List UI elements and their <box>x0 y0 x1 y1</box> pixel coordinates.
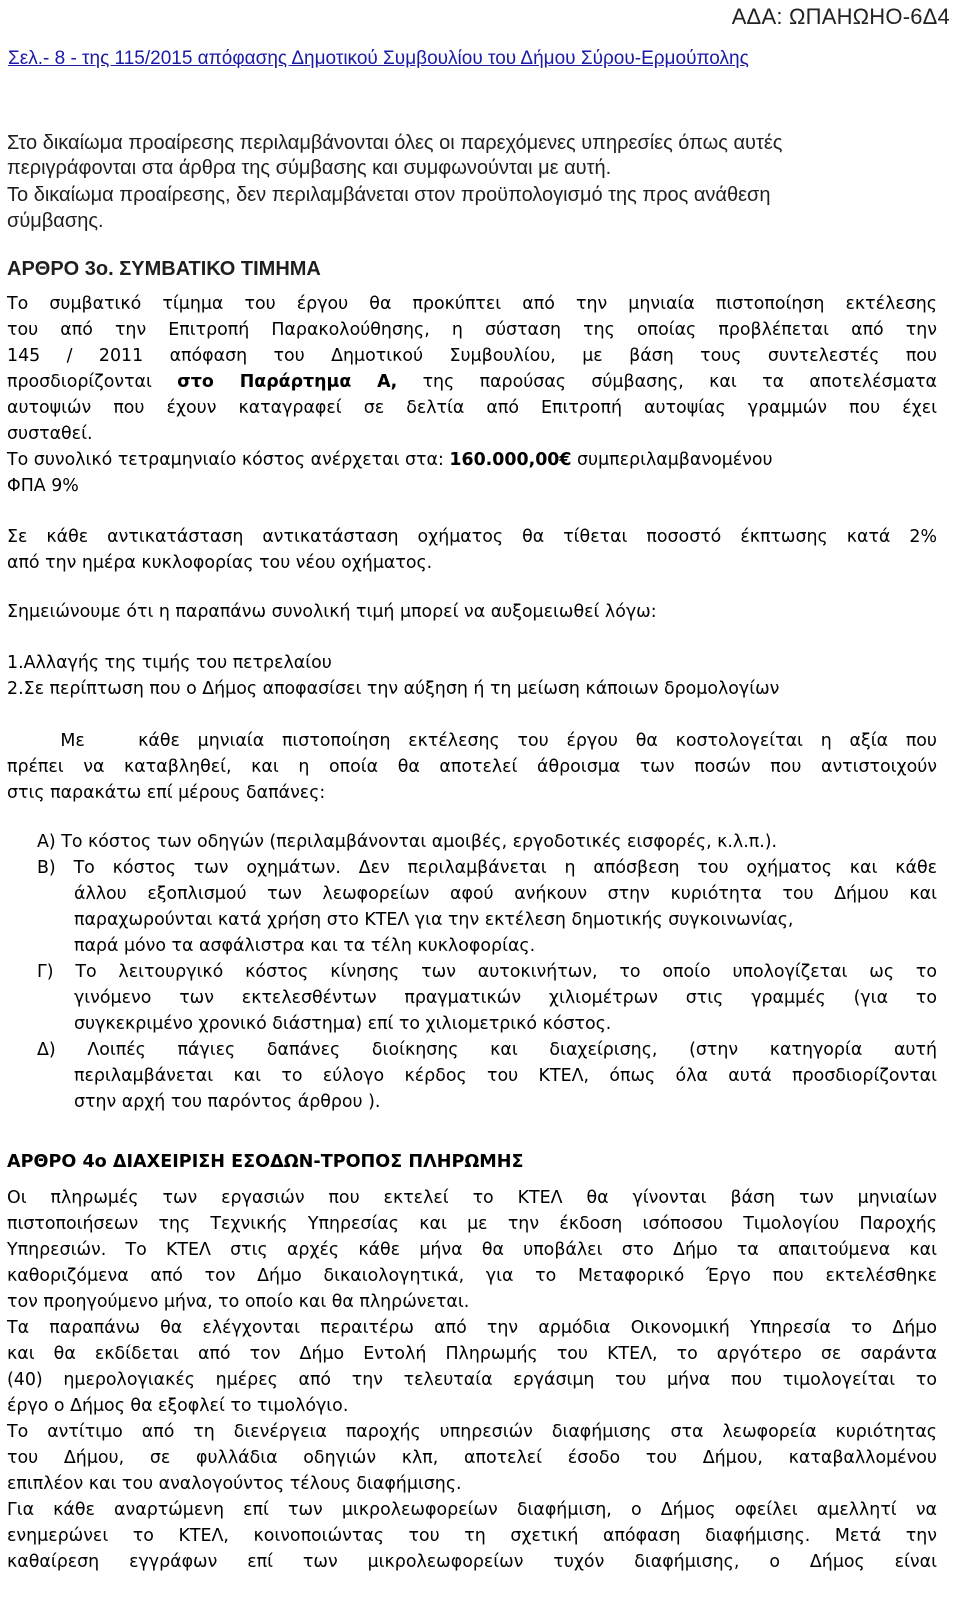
list-item: 1.Αλλαγής της τιμής του πετρελαίου <box>7 653 332 673</box>
cost-item-a: Α) Το κόστος των οδηγών (περιλαμβάνονται αμοιβές, εργοδοτικές εισφορές, κ.λ.π.). <box>37 832 778 852</box>
article4-line: καθαίρεση εγγράφων επί των μικρολεωφορείων τυχόν διαφήμισης, ο Δήμος είναι <box>7 1552 937 1572</box>
article4-line: πιστοποιήσεων της Τεχνικής Υπηρεσίας και με την έκδοση ισόποσου Τιμολογίου Παροχής <box>7 1214 937 1234</box>
article4-line: Τα παραπάνω θα ελέγχονται περαιτέρω από την αρμόδια Οικονομική Υπηρεσία το Δήμο <box>7 1318 937 1338</box>
article3-p4-line: Με κάθε μηνιαία πιστοποίηση εκτέλεσης του έργου θα κοστολογείται η αξία που <box>7 731 937 751</box>
article3-p1-line: 145 / 2011 απόφαση του Δημοτικού Συμβουλίου, με βάση τους συντελεστές που <box>7 346 937 366</box>
article4-line: ενημερώνει το ΚΤΕΛ, κοινοποιώντας του τη σχετική απόφαση διαφήμισης. Μετά την <box>7 1526 937 1546</box>
cost-item-d: στην αρχή του παρόντος άρθρου ). <box>74 1092 381 1112</box>
article3-p1-line: ΦΠΑ 9% <box>7 476 79 496</box>
cost-item-d: περιλαμβάνεται και το εύλογο κέρδος του ΚΤΕΛ, όπως όλα αυτά προσδιορίζονται <box>74 1066 937 1086</box>
article3-p1-line: αυτοψιών που έχουν καταγραφεί σε δελτία από Επιτροπή αυτοψίας γραμμών που έχει <box>7 398 937 418</box>
ada-code: ΑΔΑ: ΩΠΑΗΩΗΟ-6Δ4 <box>731 4 950 29</box>
total-cost-amount: 160.000,00€ <box>449 450 572 470</box>
article4-line: καθοριζόμενα από τον Δήμο δικαιολογητικά, για το Μεταφορικό Έργο που εκτελέσθηκε <box>7 1266 937 1286</box>
article3-p1-line: Το συμβατικό τίμημα του έργου θα προκύπτει από την μηνιαία πιστοποίηση εκτέλεσης <box>7 294 937 314</box>
cost-item-b: άλλου εξοπλισμού των λεωφορείων αφού ανήκουν στην κυριότητα του Δήμου και <box>74 884 937 904</box>
cost-item-d: Δ) Λοιπές πάγιες δαπάνες διοίκησης και διαχείρισης, (στην κατηγορία αυτή <box>37 1040 937 1060</box>
intro-line: σύμβασης. <box>7 210 104 232</box>
total-cost-line: Το συνολικό τετραμηνιαίο κόστος ανέρχεται στα: 160.000,00€ συμπεριλαμβανομένου <box>7 450 773 470</box>
article3-p1-line: του από την Επιτροπή Παρακολούθησης, η σύσταση της οποίας προβλέπεται από την <box>7 320 937 340</box>
article4-line: (40) ημερολογιακές ημέρες από την τελευταία εργάσιμη του μήνα που τιμολογείται το <box>7 1370 937 1390</box>
annex-reference: στο Παράρτημα Α, <box>177 372 398 392</box>
article3-p3: Σημειώνουμε ότι η παραπάνω συνολική τιμή μπορεί να αυξομειωθεί λόγω: <box>7 602 657 622</box>
intro-line: Στο δικαίωμα προαίρεσης περιλαμβάνονται όλες οι παρεχόμενες υπηρεσίες όπως αυτές <box>7 132 783 154</box>
cost-item-b: παραχωρούνται κατά χρήση στο ΚΤΕΛ για την εκτέλεση δημοτικής συγκοινωνίας, <box>74 910 794 930</box>
page-header-link[interactable]: Σελ.- 8 - της 115/2015 απόφασης Δημοτικού Συμβουλίου του Δήμου Σύρου-Ερμούπολης <box>8 48 749 69</box>
cost-item-b: παρά μόνο τα ασφάλιστρα και τα τέλη κυκλοφορίας. <box>74 936 536 956</box>
article4-line: του Δήμου, σε φυλλάδια οδηγιών κλπ, αποτελεί έσοδο του Δήμου, καταβαλλομένου <box>7 1448 937 1468</box>
article3-title: ΑΡΘΡΟ 3ο. ΣΥΜΒΑΤΙΚΟ ΤΙΜΗΜΑ <box>7 258 321 280</box>
list-item: 2.Σε περίπτωση που ο Δήμος αποφασίσει την αύξηση ή τη μείωση κάποιων δρομολογίων <box>7 679 780 699</box>
article4-line: Οι πληρωμές των εργασιών που εκτελεί το ΚΤΕΛ θα γίνονται βάση των μηνιαίων <box>7 1188 937 1208</box>
article3-p1-line: προσδιορίζονται στο Παράρτημα Α, της παρούσας σύμβασης, και τα αποτελέσματα <box>7 372 938 392</box>
article3-p4-line: πρέπει να καταβληθεί, και η οποία θα αποτελεί άθροισμα των ποσών που αντιστοιχούν <box>7 757 937 777</box>
article3-p4-line: στις παρακάτω επί μέρους δαπάνες: <box>7 783 326 803</box>
article4-line: τον προηγούμενο μήνα, το οποίο και θα πληρώνεται. <box>7 1292 470 1312</box>
article3-p2-line: από την ημέρα κυκλοφορίας του νέου οχήματος. <box>7 553 433 573</box>
article4-title: ΑΡΘΡΟ 4ο ΔΙΑΧΕΙΡΙΣΗ ΕΣΟΔΩΝ-ΤΡΟΠΟΣ ΠΛΗΡΩΜΗΣ <box>7 1152 524 1172</box>
article3-p2-line: Σε κάθε αντικατάσταση αντικατάσταση οχήματος θα τίθεται ποσοστό έκπτωσης κατά 2% <box>7 527 937 547</box>
cost-item-b: Β) Το κόστος των οχημάτων. Δεν περιλαμβάνεται η απόσβεση του οχήματος και κάθε <box>37 858 937 878</box>
cost-item-c: συγκεκριμένο χρονικό διάστημα) επί το χιλιομετρικό κόστος. <box>74 1014 612 1034</box>
article4-line: Το αντίτιμο από τη διενέργεια παροχής υπηρεσιών διαφήμισης στα λεωφορεία κυριότητας <box>7 1422 937 1442</box>
article4-line: επιπλέον και του αναλογούντος τέλους διαφήμισης. <box>7 1474 462 1494</box>
cost-item-c: Γ) Το λειτουργικό κόστος κίνησης των αυτοκινήτων, το οποίο υπολογίζεται ως το <box>37 962 937 982</box>
article4-line: Υπηρεσιών. Το ΚΤΕΛ στις αρχές κάθε μήνα θα υποβάλει στο Δήμο τα απαιτούμενα και <box>7 1240 937 1260</box>
cost-item-c: γινόμενο των εκτελεσθέντων πραγματικών χιλιομέτρων στις γραμμές (για το <box>74 988 937 1008</box>
intro-line: Το δικαίωμα προαίρεσης, δεν περιλαμβάνεται στον προϋπολογισμό της προς ανάθεση <box>7 184 771 206</box>
article3-p1-line: συσταθεί. <box>7 424 93 444</box>
article4-line: και θα εκδίδεται από τον Δήμο Εντολή Πληρωμής του ΚΤΕΛ, το αργότερο σε σαράντα <box>7 1344 937 1364</box>
intro-line: περιγράφονται στα άρθρα της σύμβασης και συμφωνούνται με αυτή. <box>7 157 612 179</box>
article4-line: έργο ο Δήμος θα εξοφλεί το τιμολόγιο. <box>7 1396 349 1416</box>
article4-line: Για κάθε αναρτώμενη επί των μικρολεωφορείων διαφήμιση, ο Δήμος οφείλει αμελλητί να <box>7 1500 937 1520</box>
